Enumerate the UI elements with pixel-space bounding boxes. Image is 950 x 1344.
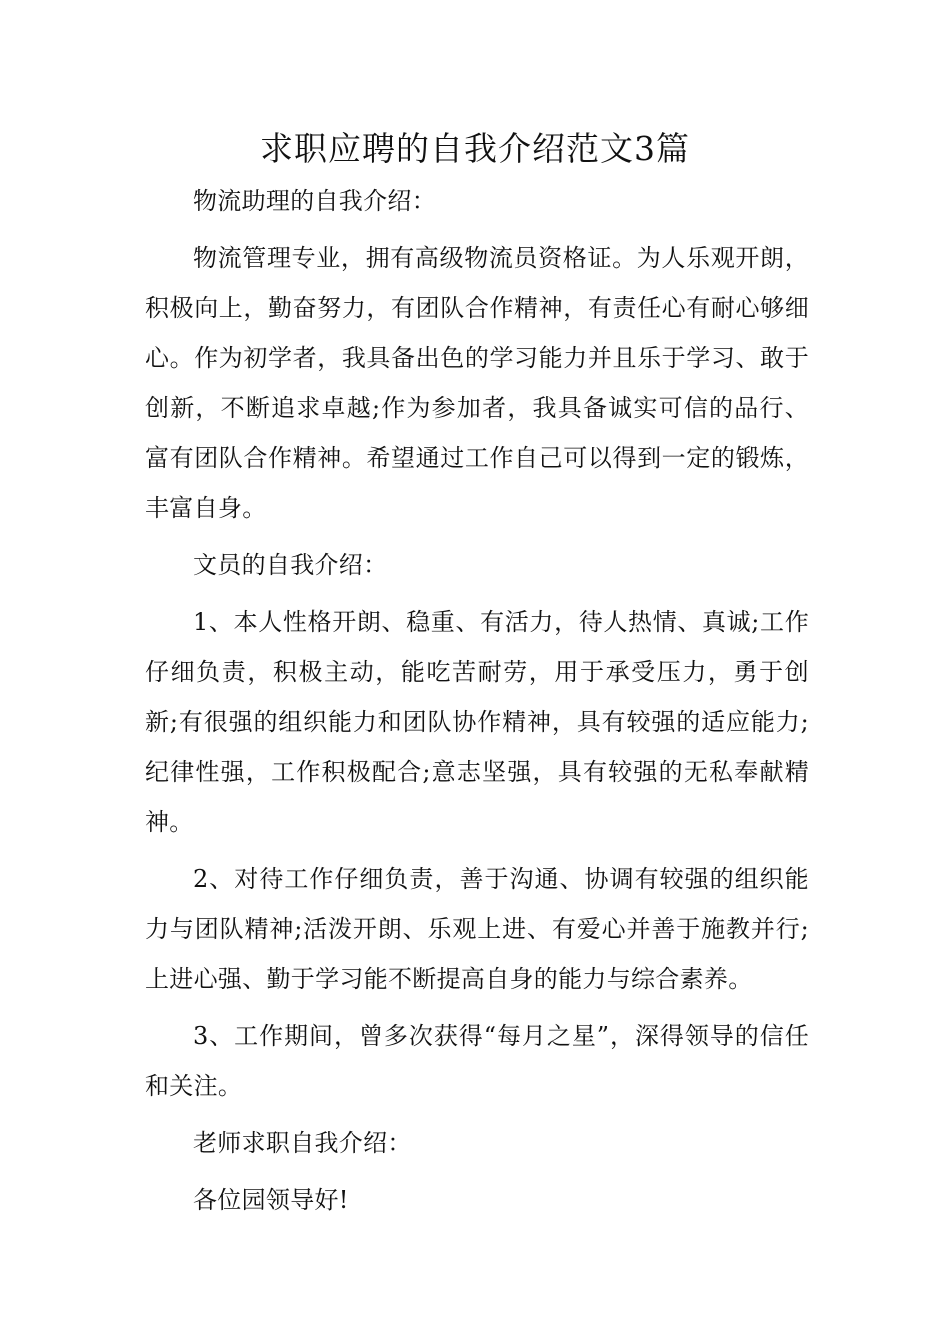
section-heading-logistics: 物流助理的自我介绍： xyxy=(193,187,436,215)
paragraph-clerk-item-2: 2、对待工作仔细负责，善于沟通、协调有较强的组织能力与团队精神;活泼开朗、乐观上进、有爱心并善于施教并行;上进心强、勤于学习能不断提高自身的能力与综合素养。 xyxy=(145,865,809,993)
document-title: 求职应聘的自我介绍范文3篇 xyxy=(260,129,690,168)
section-heading-clerk: 文员的自我介绍： xyxy=(193,551,388,579)
document-body xyxy=(145,176,809,1232)
paragraph-clerk-item-3: 3、工作期间，曾多次获得“每月之星”，深得领导的信任和关注。 xyxy=(145,1022,809,1100)
paragraph-logistics-intro: 物流管理专业，拥有高级物流员资格证。为人乐观开朗，积极向上，勤奋努力，有团队合作精神，有责任心有耐心够细心。作为初学者，我具备出色的学习能力并且乐于学习、敢于创新，不断追求卓越;作为参加者，我具备诚实可信的品行、富有团队合作精神。希望通过工作自己可以得到一定的锻炼，丰富自身。 xyxy=(145,244,809,522)
paragraph-teacher-greeting: 各位园领导好! xyxy=(193,1186,349,1214)
paragraph-clerk-item-1: 1、本人性格开朗、稳重、有活力，待人热情、真诚;工作仔细负责，积极主动，能吃苦耐劳，用于承受压力，勇于创新;有很强的组织能力和团队协作精神，具有较强的适应能力;纪律性强，工作积极配合;意志坚强，具有较强的无私奉献精神。 xyxy=(145,608,809,836)
section-heading-teacher: 老师求职自我介绍： xyxy=(193,1129,412,1157)
